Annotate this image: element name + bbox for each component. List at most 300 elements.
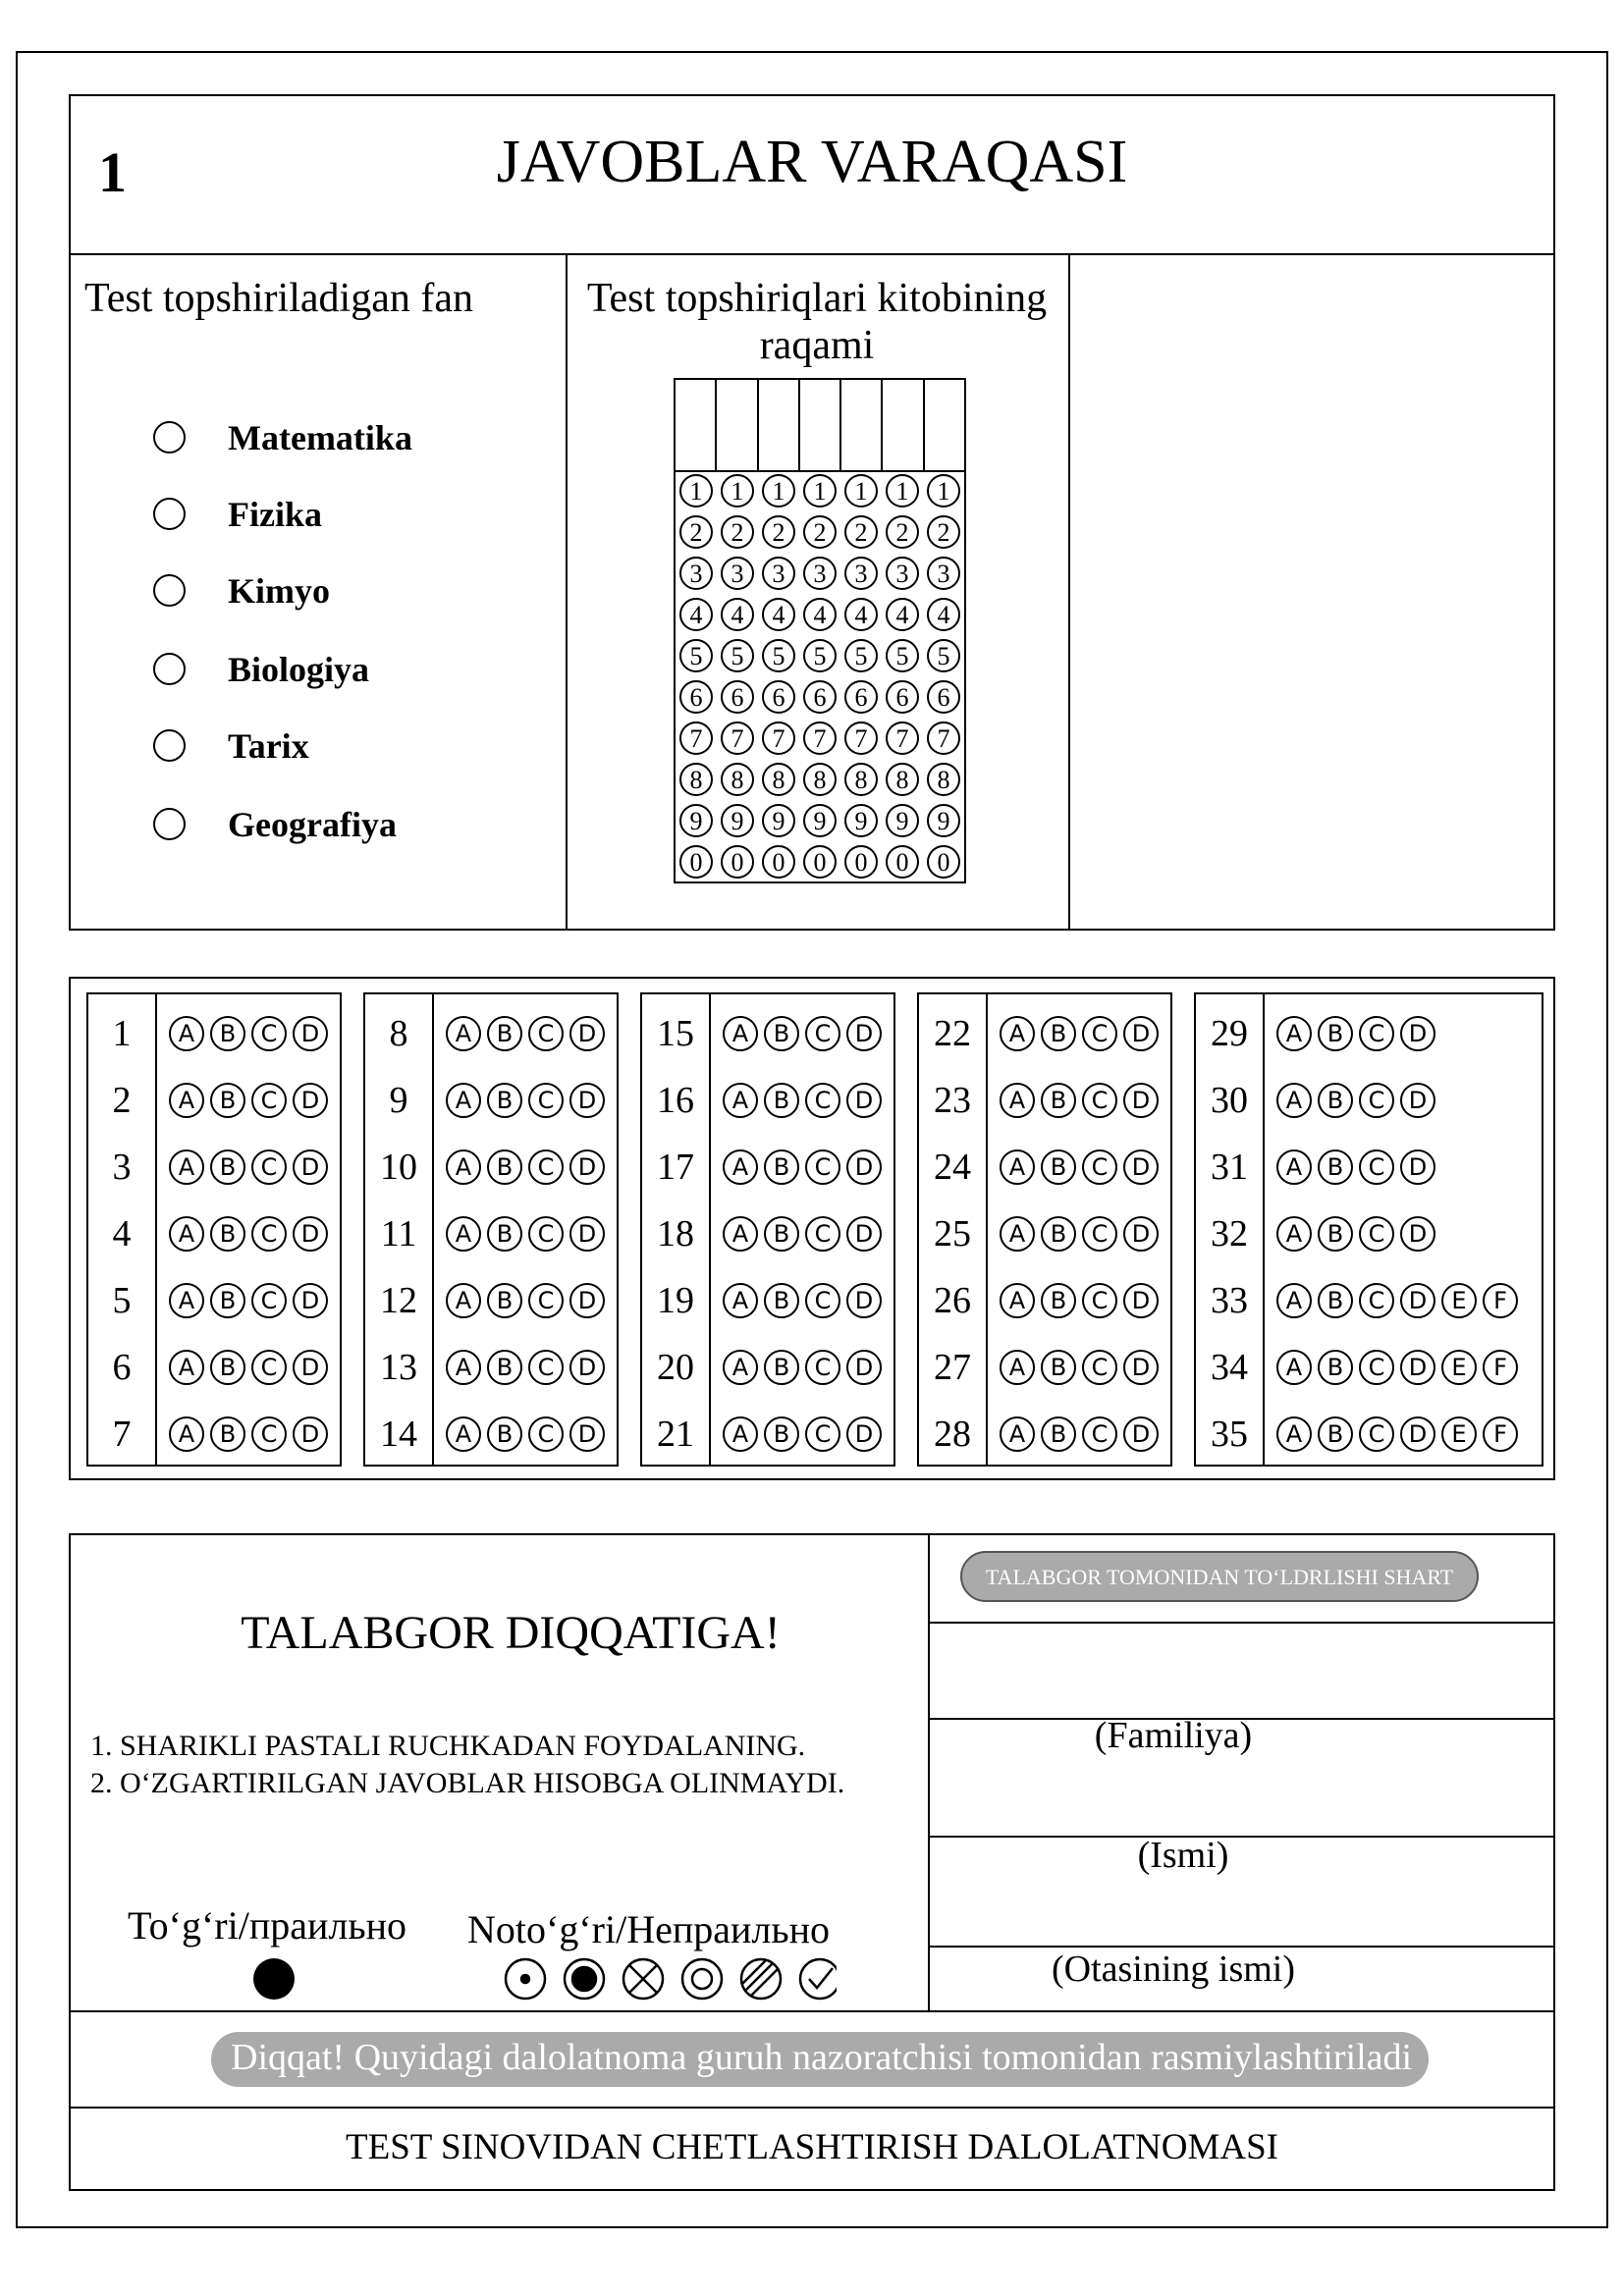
answer-block: [640, 992, 895, 1467]
answer-bubble-a[interactable]: A: [1000, 1350, 1035, 1385]
question-number: 20: [657, 1347, 694, 1388]
answer-bubble-b[interactable]: B: [487, 1350, 522, 1385]
question-number: 27: [934, 1347, 971, 1388]
answer-bubble-a[interactable]: A: [1276, 1149, 1312, 1185]
answer-options: [446, 1350, 605, 1385]
digit-bubble[interactable]: 3: [762, 557, 795, 590]
answer-bubble-c[interactable]: C: [251, 1416, 287, 1452]
answer-bubble-a[interactable]: A: [1276, 1416, 1312, 1452]
answer-bubble-d[interactable]: D: [1400, 1216, 1435, 1252]
answer-bubble-d[interactable]: D: [1400, 1283, 1435, 1318]
answer-bubble-c[interactable]: C: [528, 1083, 564, 1118]
digit-bubble[interactable]: 1: [721, 474, 754, 507]
subject-radio[interactable]: [153, 653, 186, 685]
write-box[interactable]: [883, 380, 924, 470]
answer-options: [169, 1149, 328, 1185]
answer-bubble-f[interactable]: F: [1483, 1350, 1518, 1385]
answer-bubble-a[interactable]: A: [1000, 1416, 1035, 1452]
digit-bubble[interactable]: 5: [844, 639, 878, 672]
digit-bubble[interactable]: 7: [762, 721, 795, 755]
digit-bubble[interactable]: 6: [762, 680, 795, 714]
answer-bubble-b[interactable]: B: [487, 1149, 522, 1185]
digit-bubble[interactable]: 9: [679, 804, 713, 837]
answer-bubble-e[interactable]: E: [1441, 1416, 1477, 1452]
digit-row: [676, 470, 964, 511]
digit-bubble[interactable]: 3: [679, 557, 713, 590]
answer-bubble-a[interactable]: A: [446, 1016, 481, 1051]
answer-bubble-d[interactable]: D: [569, 1083, 605, 1118]
answer-options: [446, 1083, 605, 1118]
answer-bubble-f[interactable]: F: [1483, 1283, 1518, 1318]
digit-bubble[interactable]: 8: [679, 763, 713, 796]
digit-bubble[interactable]: 0: [886, 845, 919, 879]
question-number: 3: [112, 1147, 132, 1188]
answer-bubble-d[interactable]: D: [293, 1016, 328, 1051]
answer-bubble-d[interactable]: D: [293, 1416, 328, 1452]
digit-bubble[interactable]: 3: [844, 557, 878, 590]
write-box[interactable]: [841, 380, 883, 470]
rule-2: 2. O‘ZGARTIRILGAN JAVOBLAR HISOBGA OLINMAYDI.: [90, 1767, 845, 1799]
question-number: 17: [657, 1147, 694, 1188]
answer-bubble-c[interactable]: C: [528, 1350, 564, 1385]
digit-bubbles: [676, 470, 964, 882]
answer-bubble-d[interactable]: D: [293, 1216, 328, 1252]
answer-bubble-b[interactable]: B: [764, 1350, 799, 1385]
digit-bubble[interactable]: 1: [844, 474, 878, 507]
answer-bubble-c[interactable]: C: [251, 1083, 287, 1118]
answer-bubble-b[interactable]: B: [487, 1216, 522, 1252]
answer-bubble-b[interactable]: B: [1041, 1016, 1076, 1051]
answer-bubble-b[interactable]: B: [1041, 1416, 1076, 1452]
digit-bubble[interactable]: 5: [721, 639, 754, 672]
answer-bubble-c[interactable]: C: [251, 1149, 287, 1185]
answer-bubble-c[interactable]: C: [805, 1083, 840, 1118]
digit-bubble[interactable]: 1: [803, 474, 837, 507]
answer-bubble-a[interactable]: A: [169, 1283, 204, 1318]
answer-bubble-d[interactable]: D: [846, 1350, 882, 1385]
answer-bubble-c[interactable]: C: [1359, 1416, 1394, 1452]
answer-bubble-a[interactable]: A: [169, 1016, 204, 1051]
answer-bubble-c[interactable]: C: [1082, 1149, 1117, 1185]
answer-options: [1000, 1216, 1159, 1252]
subject-label: Test topshiriladigan fan: [84, 276, 473, 321]
answer-bubble-d[interactable]: D: [1123, 1283, 1159, 1318]
answer-bubble-c[interactable]: C: [251, 1216, 287, 1252]
question-number: 26: [934, 1280, 971, 1321]
digit-bubble[interactable]: 6: [721, 680, 754, 714]
answer-bubble-d[interactable]: D: [293, 1149, 328, 1185]
answer-bubble-a[interactable]: A: [1276, 1350, 1312, 1385]
patronymic-caption: (Otasining ismi): [1051, 1949, 1296, 1990]
question-number: 10: [380, 1147, 417, 1188]
digit-bubble[interactable]: 4: [721, 598, 754, 631]
digit-bubble[interactable]: 3: [803, 557, 837, 590]
digit-bubble[interactable]: 2: [721, 515, 754, 549]
digit-bubble[interactable]: 5: [762, 639, 795, 672]
answer-bubble-b[interactable]: B: [764, 1016, 799, 1051]
digit-bubble[interactable]: 4: [762, 598, 795, 631]
digit-bubble[interactable]: 3: [721, 557, 754, 590]
digit-bubble[interactable]: 0: [927, 845, 960, 879]
subject-radio[interactable]: [153, 421, 186, 454]
answer-bubble-d[interactable]: D: [569, 1216, 605, 1252]
answer-bubble-d[interactable]: D: [846, 1283, 882, 1318]
answer-bubble-a[interactable]: A: [446, 1216, 481, 1252]
answer-bubble-b[interactable]: B: [1041, 1083, 1076, 1118]
digit-bubble[interactable]: 0: [762, 845, 795, 879]
answer-block: [86, 992, 342, 1467]
answer-bubble-a[interactable]: A: [1000, 1149, 1035, 1185]
answer-bubble-a[interactable]: A: [723, 1416, 758, 1452]
question-number: 16: [657, 1080, 694, 1121]
answer-bubble-b[interactable]: B: [1318, 1216, 1353, 1252]
answer-bubble-c[interactable]: C: [1359, 1283, 1394, 1318]
digit-bubble[interactable]: 0: [844, 845, 878, 879]
answer-bubble-b[interactable]: B: [1318, 1016, 1353, 1051]
answer-bubble-c[interactable]: C: [251, 1016, 287, 1051]
answer-options: [446, 1016, 605, 1051]
digit-bubble[interactable]: 6: [927, 680, 960, 714]
answer-bubble-d[interactable]: D: [569, 1149, 605, 1185]
question-number: 1: [112, 1013, 132, 1054]
answer-bubble-b[interactable]: B: [1041, 1350, 1076, 1385]
answer-bubble-a[interactable]: A: [723, 1283, 758, 1318]
answer-bubble-b[interactable]: B: [1318, 1350, 1353, 1385]
digit-bubble[interactable]: 9: [844, 804, 878, 837]
answer-bubble-d[interactable]: D: [293, 1350, 328, 1385]
question-number: 5: [112, 1280, 132, 1321]
question-number: 30: [1211, 1080, 1248, 1121]
answer-bubble-a[interactable]: A: [1000, 1016, 1035, 1051]
digit-bubble[interactable]: 1: [927, 474, 960, 507]
question-number: 33: [1211, 1280, 1248, 1321]
answer-bubble-a[interactable]: A: [723, 1216, 758, 1252]
digit-bubble[interactable]: 1: [679, 474, 713, 507]
digit-bubble[interactable]: 6: [803, 680, 837, 714]
sheet-number: 1: [98, 140, 127, 204]
answer-bubble-a[interactable]: A: [169, 1149, 204, 1185]
digit-bubble[interactable]: 2: [886, 515, 919, 549]
answer-bubble-d[interactable]: D: [846, 1083, 882, 1118]
digit-bubble[interactable]: 9: [886, 804, 919, 837]
answer-bubble-c[interactable]: C: [1359, 1016, 1394, 1051]
question-number: 21: [657, 1414, 694, 1455]
digit-bubble[interactable]: 8: [927, 763, 960, 796]
answer-bubble-c[interactable]: C: [1359, 1216, 1394, 1252]
answer-bubble-b[interactable]: B: [210, 1350, 245, 1385]
answer-bubble-a[interactable]: A: [169, 1216, 204, 1252]
digit-bubble[interactable]: 7: [927, 721, 960, 755]
digit-bubble[interactable]: 1: [762, 474, 795, 507]
answer-bubble-a[interactable]: A: [723, 1149, 758, 1185]
digit-bubble[interactable]: 6: [844, 680, 878, 714]
digit-bubble[interactable]: 9: [762, 804, 795, 837]
answer-bubble-d[interactable]: D: [1123, 1416, 1159, 1452]
answer-bubble-b[interactable]: B: [210, 1283, 245, 1318]
digit-bubble[interactable]: 0: [803, 845, 837, 879]
act-title: TEST SINOVIDAN CHETLASHTIRISH DALOLATNOMASI: [346, 2127, 1278, 2167]
digit-bubble[interactable]: 8: [721, 763, 754, 796]
question-number: 13: [380, 1347, 417, 1388]
question-number: 9: [389, 1080, 408, 1121]
digit-bubble[interactable]: 7: [886, 721, 919, 755]
question-number: 24: [934, 1147, 971, 1188]
answer-bubble-a[interactable]: A: [1276, 1016, 1312, 1051]
answer-options: [1000, 1283, 1159, 1318]
digit-bubble[interactable]: 7: [679, 721, 713, 755]
answer-bubble-b[interactable]: B: [210, 1149, 245, 1185]
answer-bubble-a[interactable]: A: [446, 1149, 481, 1185]
answer-bubble-d[interactable]: D: [1400, 1350, 1435, 1385]
digit-bubble[interactable]: 6: [886, 680, 919, 714]
digit-bubble[interactable]: 5: [886, 639, 919, 672]
answer-bubble-a[interactable]: A: [1276, 1216, 1312, 1252]
digit-bubble[interactable]: 3: [927, 557, 960, 590]
answer-bubble-d[interactable]: D: [569, 1283, 605, 1318]
answer-bubble-c[interactable]: C: [528, 1016, 564, 1051]
question-number: 6: [112, 1347, 132, 1388]
answer-bubble-d[interactable]: D: [1400, 1083, 1435, 1118]
digit-bubble[interactable]: 0: [679, 845, 713, 879]
answer-bubble-a[interactable]: A: [446, 1350, 481, 1385]
digit-bubble[interactable]: 7: [803, 721, 837, 755]
subject-radio[interactable]: [153, 808, 186, 840]
answer-bubble-a[interactable]: A: [723, 1350, 758, 1385]
digit-bubble[interactable]: 3: [886, 557, 919, 590]
answer-bubble-d[interactable]: D: [569, 1350, 605, 1385]
answer-bubble-d[interactable]: D: [1400, 1416, 1435, 1452]
answer-bubble-b[interactable]: B: [764, 1083, 799, 1118]
digit-bubble[interactable]: 8: [844, 763, 878, 796]
answer-bubble-a[interactable]: A: [723, 1083, 758, 1118]
answer-bubble-d[interactable]: D: [293, 1083, 328, 1118]
digit-bubble[interactable]: 7: [844, 721, 878, 755]
answer-bubble-d[interactable]: D: [1123, 1016, 1159, 1051]
write-box[interactable]: [800, 380, 841, 470]
answer-bubble-c[interactable]: C: [1082, 1083, 1117, 1118]
answer-bubble-c[interactable]: C: [251, 1350, 287, 1385]
answer-options: [446, 1416, 605, 1452]
answer-bubble-c[interactable]: C: [1359, 1083, 1394, 1118]
answer-options: [169, 1283, 328, 1318]
question-number: 22: [934, 1013, 971, 1054]
answer-options: [723, 1016, 882, 1051]
answer-bubble-b[interactable]: B: [210, 1216, 245, 1252]
name-caption: (Ismi): [1137, 1835, 1229, 1876]
answer-bubble-a[interactable]: A: [169, 1416, 204, 1452]
answer-bubble-b[interactable]: B: [1318, 1416, 1353, 1452]
answer-bubble-c[interactable]: C: [1082, 1216, 1117, 1252]
answer-options: [1276, 1083, 1435, 1118]
answer-bubble-c[interactable]: C: [528, 1216, 564, 1252]
question-number: 29: [1211, 1013, 1248, 1054]
answer-options: [169, 1083, 328, 1118]
digit-bubble[interactable]: 9: [721, 804, 754, 837]
digit-bubble[interactable]: 2: [762, 515, 795, 549]
write-box[interactable]: [925, 380, 964, 470]
answer-options: [723, 1283, 882, 1318]
answer-options: [1000, 1350, 1159, 1385]
answer-bubble-b[interactable]: B: [1318, 1083, 1353, 1118]
answer-options: [1000, 1016, 1159, 1051]
digit-bubble[interactable]: 7: [721, 721, 754, 755]
answer-options: [169, 1350, 328, 1385]
subject-option-label: Fizika: [228, 495, 322, 534]
question-number: 11: [380, 1213, 417, 1255]
answer-bubble-b[interactable]: B: [1318, 1149, 1353, 1185]
digit-bubble[interactable]: 4: [844, 598, 878, 631]
digit-bubble[interactable]: 9: [803, 804, 837, 837]
answer-bubble-d[interactable]: D: [1400, 1016, 1435, 1051]
answer-options: [446, 1283, 605, 1318]
question-number: 4: [112, 1213, 132, 1255]
answer-bubble-c[interactable]: C: [528, 1416, 564, 1452]
answer-bubble-d[interactable]: D: [1123, 1083, 1159, 1118]
answer-bubble-d[interactable]: D: [569, 1416, 605, 1452]
digit-bubble[interactable]: 8: [803, 763, 837, 796]
answer-block: [1194, 992, 1543, 1467]
rule-1: 1. SHARIKLI PASTALI RUCHKADAN FOYDALANING.: [90, 1730, 806, 1762]
answer-bubble-b[interactable]: B: [487, 1016, 522, 1051]
answer-bubble-c[interactable]: C: [1082, 1350, 1117, 1385]
digit-bubble[interactable]: 8: [762, 763, 795, 796]
digit-bubble[interactable]: 1: [886, 474, 919, 507]
question-number: 31: [1211, 1147, 1248, 1188]
digit-bubble[interactable]: 4: [886, 598, 919, 631]
answer-options: [1000, 1149, 1159, 1185]
answer-bubble-d[interactable]: D: [293, 1283, 328, 1318]
answer-block: [363, 992, 619, 1467]
answer-options: [1000, 1083, 1159, 1118]
answer-bubble-d[interactable]: D: [846, 1416, 882, 1452]
answer-options: [169, 1416, 328, 1452]
answer-bubble-b[interactable]: B: [487, 1283, 522, 1318]
answer-bubble-d[interactable]: D: [846, 1216, 882, 1252]
answer-bubble-d[interactable]: D: [1123, 1216, 1159, 1252]
answer-bubble-d[interactable]: D: [846, 1016, 882, 1051]
answer-bubble-d[interactable]: D: [1400, 1149, 1435, 1185]
answer-bubble-b[interactable]: B: [210, 1416, 245, 1452]
answer-bubble-a[interactable]: A: [1276, 1083, 1312, 1118]
answer-bubble-a[interactable]: A: [1000, 1083, 1035, 1118]
answer-bubble-c[interactable]: C: [805, 1350, 840, 1385]
incorrect-mark-label: Noto‘g‘ri/Непраильно: [467, 1907, 831, 1951]
page-title: JAVOBLAR VARAQASI: [496, 129, 1128, 195]
answer-bubble-e[interactable]: E: [1441, 1350, 1477, 1385]
answer-options: [723, 1350, 882, 1385]
subject-radio[interactable]: [153, 574, 186, 607]
answer-bubble-b[interactable]: B: [764, 1149, 799, 1185]
surname-caption: (Familiya): [1094, 1715, 1253, 1756]
digit-bubble[interactable]: 8: [886, 763, 919, 796]
answer-bubble-c[interactable]: C: [805, 1283, 840, 1318]
answer-bubble-c[interactable]: C: [1359, 1149, 1394, 1185]
answer-bubble-c[interactable]: C: [805, 1149, 840, 1185]
answer-bubble-a[interactable]: A: [723, 1016, 758, 1051]
digit-bubble[interactable]: 5: [679, 639, 713, 672]
answer-options: [723, 1416, 882, 1452]
answer-bubble-c[interactable]: C: [1082, 1016, 1117, 1051]
digit-bubble[interactable]: 2: [679, 515, 713, 549]
answer-bubble-c[interactable]: C: [1082, 1416, 1117, 1452]
digit-row: [676, 759, 964, 800]
digit-bubble[interactable]: 2: [927, 515, 960, 549]
digit-bubble[interactable]: 2: [844, 515, 878, 549]
answer-bubble-c[interactable]: C: [1082, 1283, 1117, 1318]
answer-bubble-a[interactable]: A: [1000, 1216, 1035, 1252]
answer-options: [169, 1216, 328, 1252]
answer-bubble-d[interactable]: D: [1123, 1350, 1159, 1385]
book-number-label: Test topshiriqlari kitobining raqami: [586, 276, 1048, 368]
answer-bubble-b[interactable]: B: [764, 1216, 799, 1252]
answer-bubble-c[interactable]: C: [528, 1149, 564, 1185]
digit-bubble[interactable]: 5: [803, 639, 837, 672]
answer-bubble-a[interactable]: A: [1276, 1283, 1312, 1318]
digit-bubble[interactable]: 5: [927, 639, 960, 672]
answer-bubble-a[interactable]: A: [1000, 1283, 1035, 1318]
answer-bubble-c[interactable]: C: [1359, 1350, 1394, 1385]
digit-bubble[interactable]: 4: [927, 598, 960, 631]
answer-bubble-c[interactable]: C: [251, 1283, 287, 1318]
answer-bubble-b[interactable]: B: [1041, 1216, 1076, 1252]
answer-bubble-a[interactable]: A: [446, 1283, 481, 1318]
answer-bubble-b[interactable]: B: [210, 1016, 245, 1051]
answer-bubble-b[interactable]: B: [210, 1083, 245, 1118]
digit-bubble[interactable]: 4: [803, 598, 837, 631]
answer-options: [446, 1216, 605, 1252]
footer-warning: [211, 2032, 1429, 2087]
answer-bubble-b[interactable]: B: [1318, 1283, 1353, 1318]
answer-bubble-d[interactable]: D: [846, 1149, 882, 1185]
answer-bubble-d[interactable]: D: [569, 1016, 605, 1051]
answer-options: [723, 1149, 882, 1185]
answer-bubble-e[interactable]: E: [1441, 1283, 1477, 1318]
answer-bubble-c[interactable]: C: [805, 1016, 840, 1051]
answer-bubble-a[interactable]: A: [169, 1350, 204, 1385]
write-box[interactable]: [717, 380, 758, 470]
answer-bubble-b[interactable]: B: [1041, 1149, 1076, 1185]
answer-bubble-a[interactable]: A: [169, 1083, 204, 1118]
write-box[interactable]: [759, 380, 800, 470]
digit-bubble[interactable]: 9: [927, 804, 960, 837]
answer-bubble-b[interactable]: B: [764, 1416, 799, 1452]
answer-bubble-c[interactable]: C: [528, 1283, 564, 1318]
subject-radio[interactable]: [153, 498, 186, 530]
digit-row: [676, 800, 964, 841]
answer-bubble-c[interactable]: C: [805, 1216, 840, 1252]
answer-bubble-a[interactable]: A: [446, 1083, 481, 1118]
digit-row: [676, 511, 964, 553]
question-number: 8: [389, 1013, 408, 1054]
digit-bubble[interactable]: 6: [679, 680, 713, 714]
answer-bubble-d[interactable]: D: [1123, 1149, 1159, 1185]
answer-bubble-c[interactable]: C: [805, 1416, 840, 1452]
notice-title: TALABGOR DIQQATIGA!: [241, 1607, 781, 1659]
subject-option-label: Kimyo: [228, 571, 330, 611]
answer-bubble-b[interactable]: B: [487, 1083, 522, 1118]
digit-bubble[interactable]: 4: [679, 598, 713, 631]
subject-radio[interactable]: [153, 729, 186, 762]
answer-bubble-f[interactable]: F: [1483, 1416, 1518, 1452]
answer-bubble-a[interactable]: A: [446, 1416, 481, 1452]
digit-bubble[interactable]: 2: [803, 515, 837, 549]
answer-bubble-b[interactable]: B: [764, 1283, 799, 1318]
digit-bubble[interactable]: 0: [721, 845, 754, 879]
digit-row: [676, 635, 964, 676]
answer-bubble-b[interactable]: B: [1041, 1283, 1076, 1318]
write-box[interactable]: [676, 380, 717, 470]
answer-bubble-b[interactable]: B: [487, 1416, 522, 1452]
